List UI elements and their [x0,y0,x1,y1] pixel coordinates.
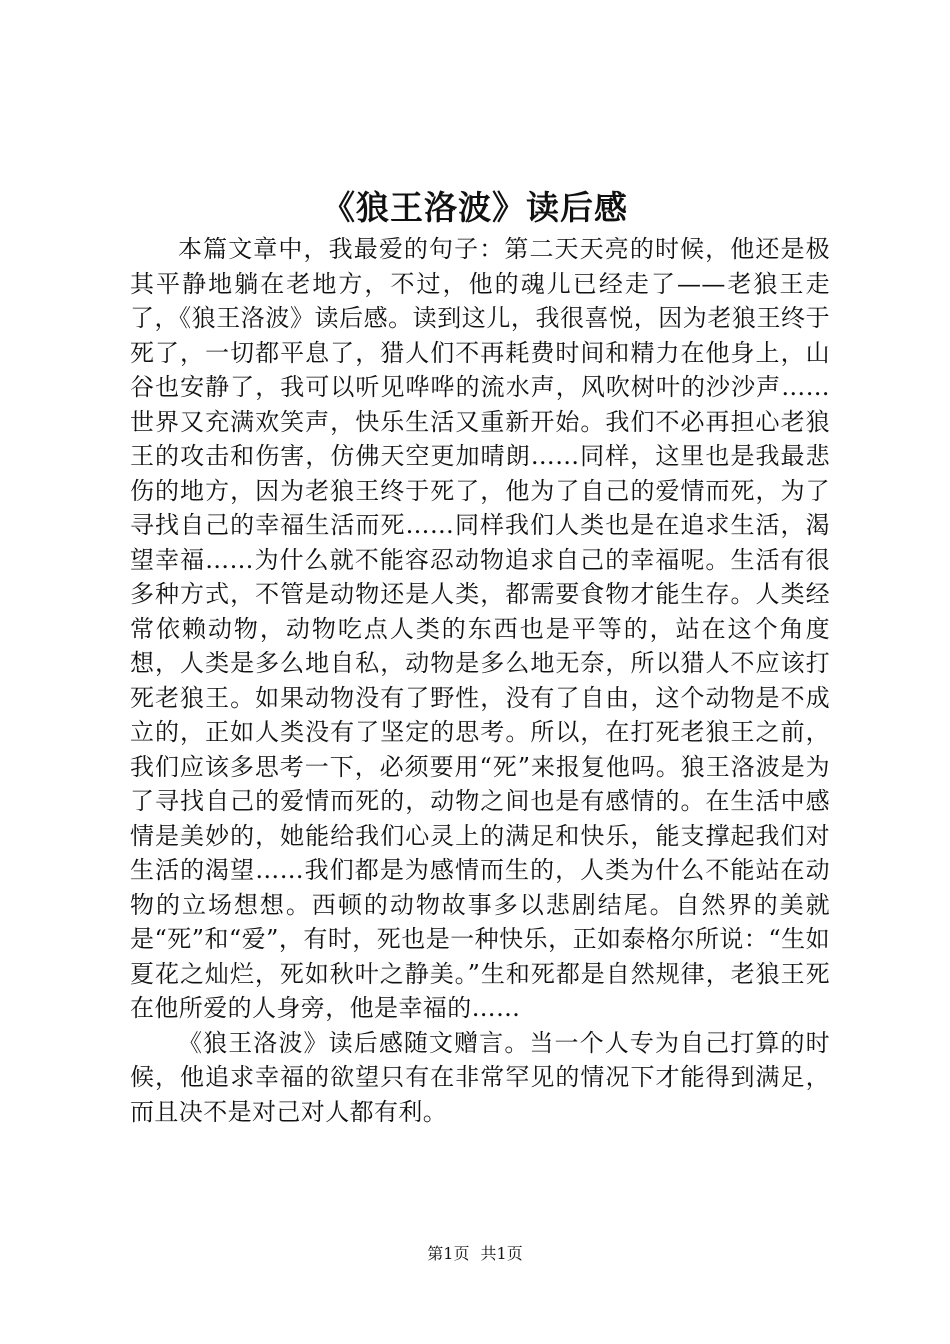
paragraph-2: 《狼王洛波》读后感随文赠言。当一个人专为自己打算的时候，他追求幸福的欲望只有在非常罕见的情况下才能得到满足，而且决不是对己对人都有利。 [130,1028,830,1126]
page-total: 共1页 [480,1244,523,1263]
document-body [130,232,830,1129]
page-number: 第1页 [427,1244,470,1263]
document-title: 《狼王洛波》读后感 [322,188,628,227]
paragraph-1: 本篇文章中，我最爱的句子：第二天天亮的时候，他还是极其平静地躺在老地方，不过，他的魂儿已经走了——老狼王走了，《狼王洛波》读后感。读到这儿，我很喜悦，因为老狼王终于死了，一切都平息了，猎人们不再耗费时间和精力在他身上，山谷也安静了，我可以听见哗哗的流水声，风吹树叶的沙沙声……世界又充满欢笑声，快乐生活又重新开始。我们不必再担心老狼王的攻击和伤害，仿佛天空更加晴朗……同样，这里也是我最悲伤的地方，因为老狼王终于死了，他为了自己的爱情而死，为了寻找自己的幸福生活而死……同样我们人类也是在追求生活，渴望幸福……为什么就不能容忍动物追求自己的幸福呢。生活有很多种方式，不管是动物还是人类，都需要食物才能生存。人类经常依赖动物，动物吃点人类的东西也是平等的，站在这个角度想，人类是多么地自私，动物是多么地无奈，所以猎人不应该打死老狼王。如果动物没有了野性，没有了自由，这个动物是不成立的，正如人类没有了坚定的思考。所以，在打死老狼王之前，我们应该多思考一下，必须要用“死”来报复他吗。狼王洛波是为了寻找自己的爱情而死的，动物之间也是有感情的。在生活中感情是美妙的，她能给我们心灵上的满足和快乐，能支撑起我们对生活的渴望……我们都是为感情而生的，人类为什么不能站在动物的立场想想。西顿的动物故事多以悲剧结尾。自然界的美就是“死”和“爱”，有时，死也是一种快乐，正如泰格尔所说：“生如夏花之灿烂，死如秋叶之静美。”生和死都是自然规律，老狼王死在他所爱的人身旁，他是幸福的…… [130,235,830,1022]
page-footer [0,1242,950,1266]
